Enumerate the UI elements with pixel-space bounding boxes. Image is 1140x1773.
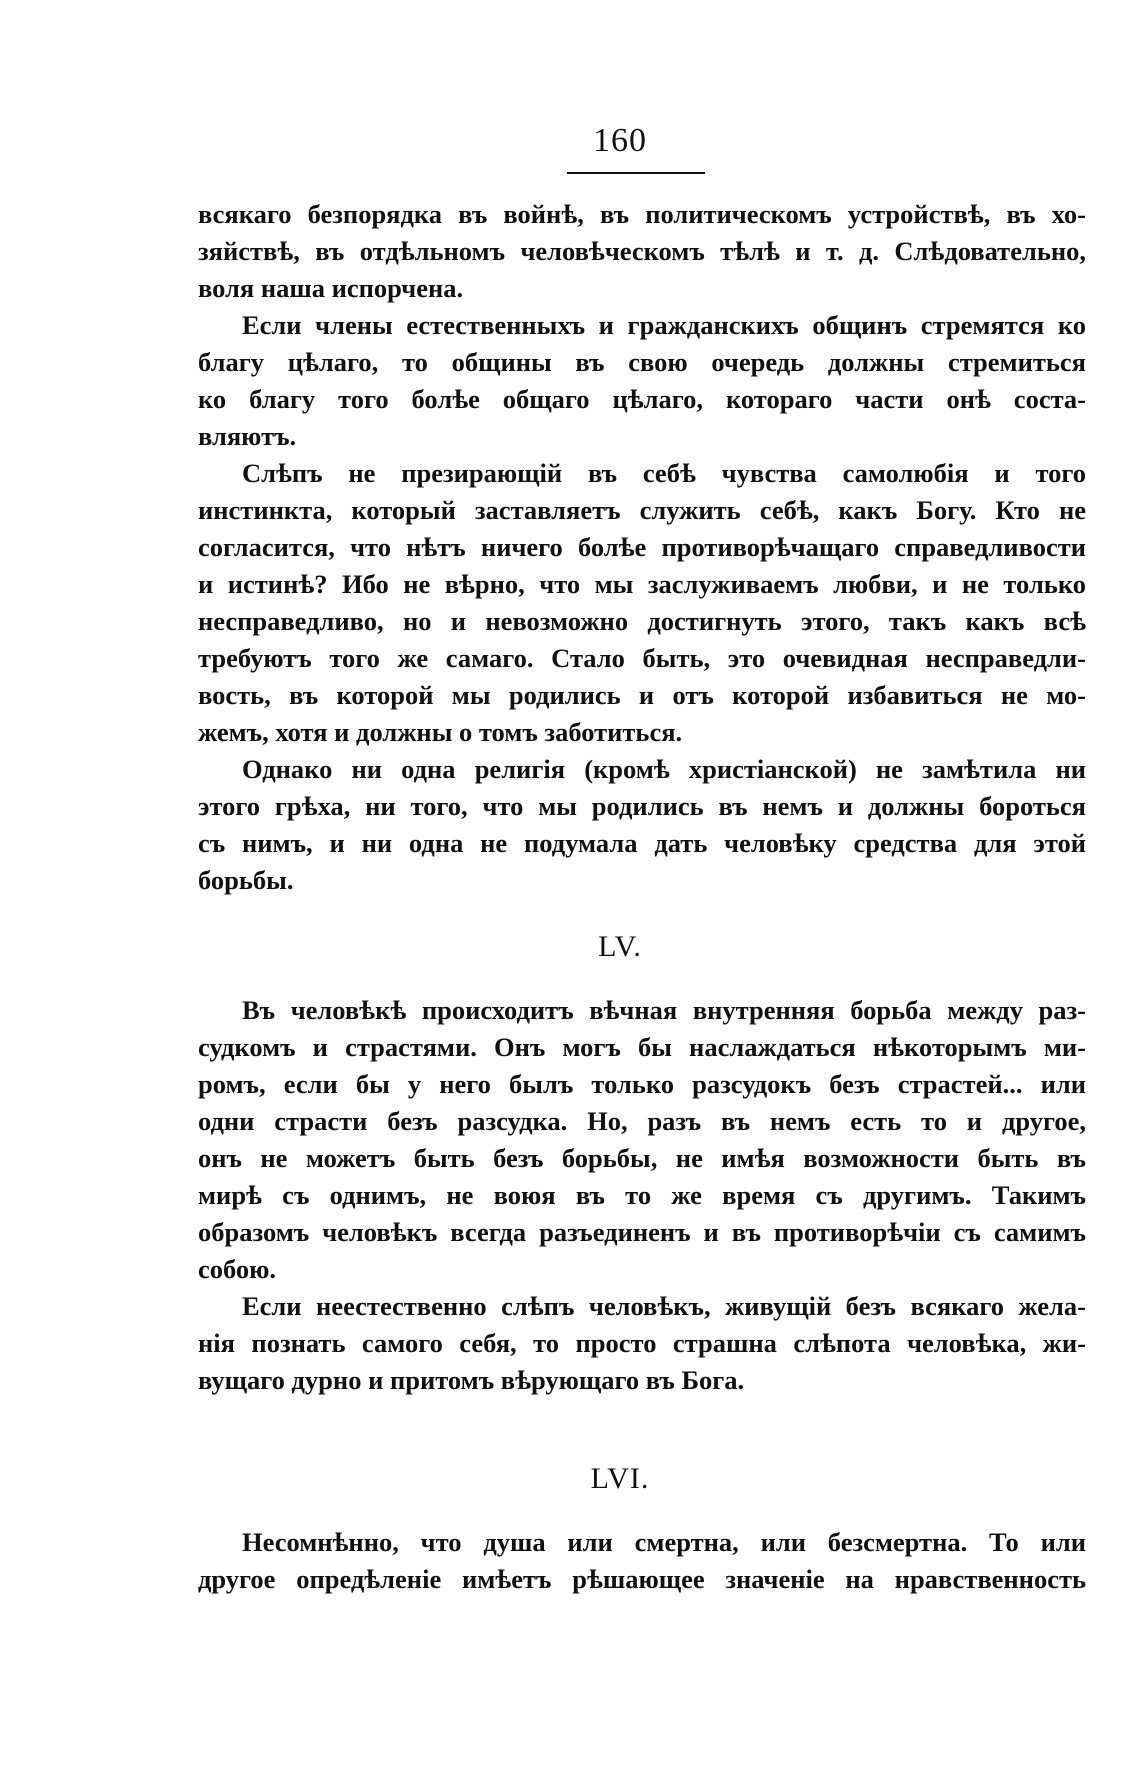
text-line: борьбы. <box>198 865 294 895</box>
text-line: ромъ, если бы у него былъ только разсудокъ безъ страстей... или <box>198 1069 1086 1099</box>
text-line: Однако ни одна религія (кромѣ христіанской) не замѣтила ни <box>242 754 1086 784</box>
section-lv-text <box>198 992 1086 1399</box>
text-line: съ нимъ, и ни одна не подумала дать человѣку средства для этой <box>198 828 1086 858</box>
text-line: всякаго безпорядка въ войнѣ, въ политическомъ устройствѣ, въ хо- <box>198 199 1086 229</box>
section-heading-lvi: LVI. <box>590 1462 650 1495</box>
text-line: онъ не можетъ быть безъ борьбы, не имѣя возможности быть въ <box>198 1143 1086 1173</box>
text-line: воля наша испорчена. <box>198 273 464 303</box>
text-line: одни страсти безъ разсудка. Но, разъ въ немъ есть то и другое, <box>198 1106 1086 1136</box>
text-line: требуютъ того же самаго. Стало быть, это очевидная несправедли- <box>198 643 1086 673</box>
section-heading-lv: LV. <box>598 930 642 963</box>
page-number: 160 <box>593 122 647 159</box>
text-line: Въ человѣкѣ происходитъ вѣчная внутренняя борьба между раз- <box>242 995 1086 1025</box>
text-line: и истинѣ? Ибо не вѣрно, что мы заслуживаемъ любви, и не только <box>198 569 1086 599</box>
text-line: Если члены естественныхъ и гражданскихъ общинъ стремятся ко <box>242 310 1086 340</box>
text-line: вущаго дурно и притомъ вѣрующаго въ Бога. <box>198 1365 745 1395</box>
section-continued-text <box>198 196 1086 899</box>
text-line: инстинкта, который заставляетъ служить себѣ, какъ Богу. Кто не <box>198 495 1086 525</box>
text-line: несправедливо, но и невозможно достигнуть этого, такъ какъ всѣ <box>198 606 1086 636</box>
text-line: благу цѣлаго, то общины въ свою очередь должны стремиться <box>198 347 1086 377</box>
text-line: собою. <box>198 1254 277 1284</box>
text-line: этого грѣха, ни того, что мы родились въ немъ и должны бороться <box>198 791 1086 821</box>
text-line: образомъ человѣкъ всегда разъединенъ и въ противорѣчіи съ самимъ <box>198 1217 1086 1247</box>
text-line: судкомъ и страстями. Онъ могъ бы наслаждаться нѣкоторымъ ми- <box>198 1032 1086 1062</box>
text-line: ко благу того болѣе общаго цѣлаго, котораго части онѣ соста- <box>198 384 1086 414</box>
text-line: нія познать самого себя, то просто страшна слѣпота человѣка, жи- <box>198 1328 1086 1358</box>
text-line: Слѣпъ не презирающій въ себѣ чувства самолюбія и того <box>242 458 1086 488</box>
text-line: вость, въ которой мы родились и отъ которой избавиться не мо- <box>198 680 1086 710</box>
text-line: вляютъ. <box>198 421 297 451</box>
text-line: согласится, что нѣтъ ничего болѣе противорѣчащаго справедливости <box>198 532 1086 562</box>
text-line: зяйствѣ, въ отдѣльномъ человѣческомъ тѣлѣ и т. д. Слѣдовательно, <box>198 236 1086 266</box>
page-number-rule <box>567 172 705 174</box>
text-line: другое опредѣленіе имѣетъ рѣшающее значеніе на нравственность <box>198 1564 1086 1594</box>
text-line: Если неестественно слѣпъ человѣкъ, живущій безъ всякаго жела- <box>242 1291 1086 1321</box>
text-line: Несомнѣнно, что душа или смертна, или безсмертна. То или <box>242 1527 1086 1557</box>
text-line: мирѣ съ однимъ, не воюя въ то же время съ другимъ. Такимъ <box>198 1180 1086 1210</box>
text-line: жемъ, хотя и должны о томъ заботиться. <box>198 717 683 747</box>
section-lvi-text <box>198 1524 1086 1598</box>
